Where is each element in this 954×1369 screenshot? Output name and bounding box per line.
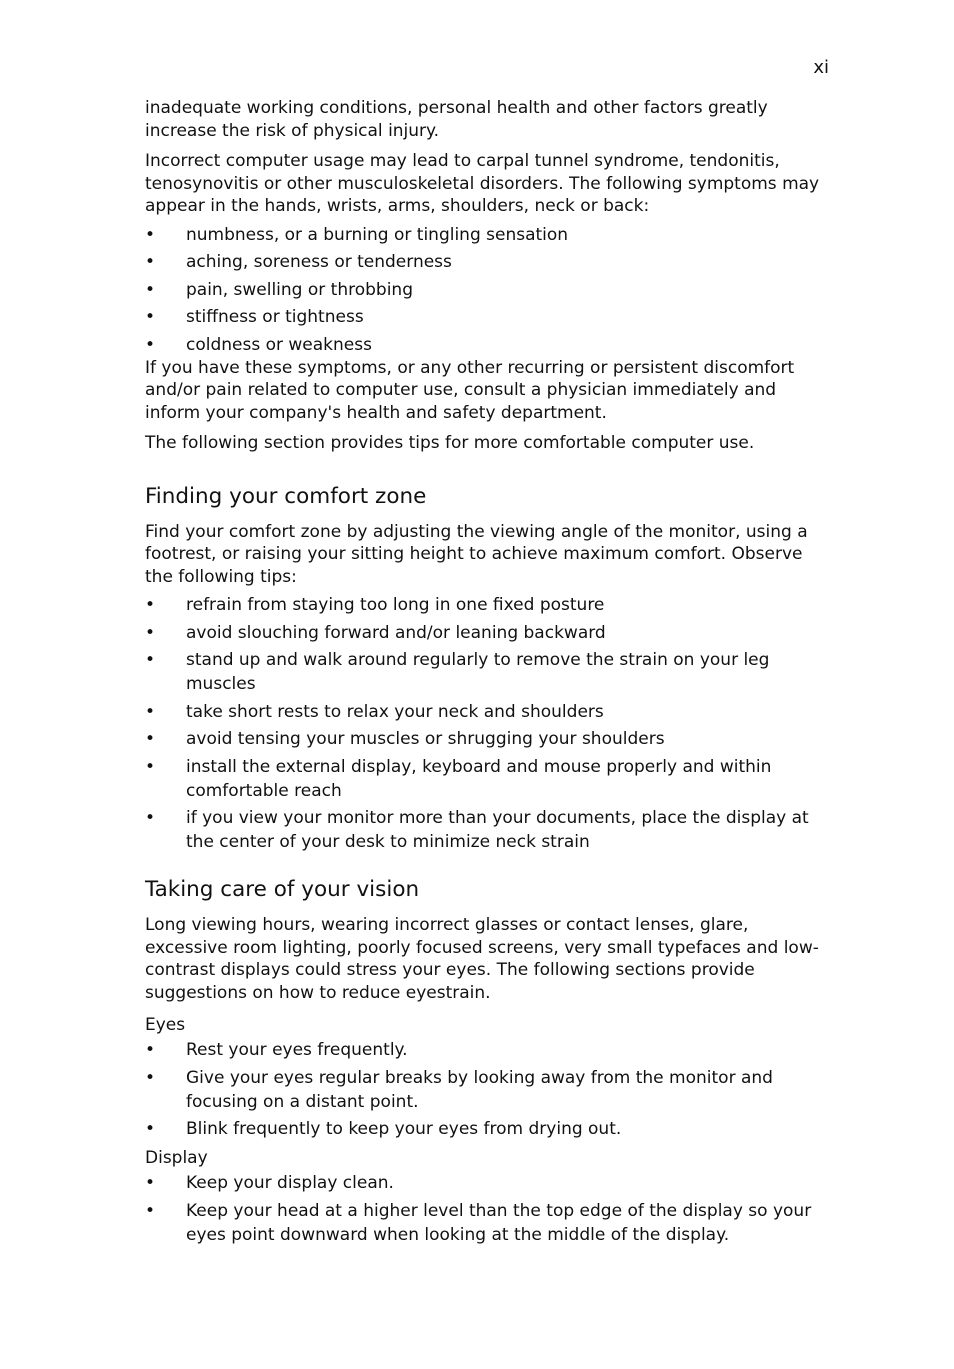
bullet-icon: • (145, 595, 156, 615)
list-item-text: install the external display, keyboard and mouse properly and within comfortable reach (186, 756, 772, 801)
list-item (145, 223, 830, 247)
list-item-text: Keep your head at a higher level than the top edge of the display so your eyes point downward when looking at the middle of the display. (186, 1200, 812, 1245)
comfort-zone-paragraph: Find your comfort zone by adjusting the viewing angle of the monitor, using a footrest, or raising your sitting height to achieve maximum comfort. Observe the following tips: (145, 521, 808, 587)
list-item (145, 278, 830, 302)
display-subheading: Display (145, 1148, 208, 1168)
intro-paragraph-1: inadequate working conditions, personal health and other factors greatly increase the risk of physical injury. (145, 98, 768, 141)
list-item (145, 593, 830, 617)
page-content (145, 97, 830, 1250)
bullet-icon: • (145, 808, 156, 828)
list-item (145, 755, 830, 803)
list-item-text: refrain from staying too long in one fixed posture (186, 595, 605, 615)
bullet-icon: • (145, 701, 156, 722)
bullet-icon: • (145, 252, 156, 272)
bullet-icon: • (145, 1119, 156, 1139)
list-item-text: if you view your monitor more than your documents, place the display at the center of your desk to minimize neck strain (186, 808, 809, 852)
bullet-icon: • (145, 224, 156, 245)
bullet-icon: • (145, 756, 156, 777)
list-item-text: aching, soreness or tenderness (186, 252, 452, 272)
list-item-text: avoid tensing your muscles or shrugging your shoulders (186, 729, 665, 749)
list-item (145, 806, 830, 854)
list-item (145, 1171, 830, 1195)
symptoms-list (145, 223, 830, 357)
display-list (145, 1171, 830, 1247)
bullet-icon: • (145, 650, 156, 670)
list-item (145, 1199, 830, 1247)
bullet-icon: • (145, 1173, 156, 1193)
intro-paragraph-4: The following section provides tips for more comfortable computer use. (145, 433, 755, 453)
list-item-text: take short rests to relax your neck and shoulders (186, 701, 604, 722)
bullet-icon: • (145, 279, 156, 300)
list-item (145, 305, 830, 329)
page-number: xi (813, 57, 829, 78)
comfort-tips-list (145, 593, 830, 854)
list-item-text: pain, swelling or throbbing (186, 279, 413, 300)
bullet-icon: • (145, 622, 156, 643)
list-item (145, 648, 830, 696)
list-item-text: numbness, or a burning or tingling sensation (186, 224, 569, 245)
vision-heading: Taking care of your vision (145, 877, 420, 902)
list-item (145, 1117, 830, 1141)
list-item-text: Blink frequently to keep your eyes from drying out. (186, 1119, 622, 1139)
bullet-icon: • (145, 334, 156, 355)
vision-paragraph: Long viewing hours, wearing incorrect glasses or contact lenses, glare, excessive room lighting, poorly focused screens, very small typefaces and low-contrast displays could stress your eyes. The following sections provide suggestions on how to reduce eyestrain. (145, 915, 819, 1003)
bullet-icon: • (145, 1200, 156, 1221)
bullet-icon: • (145, 729, 156, 749)
list-item (145, 700, 830, 724)
list-item-text: Give your eyes regular breaks by looking away from the monitor and focusing on a distant point. (186, 1067, 773, 1112)
comfort-zone-heading: Finding your comfort zone (145, 483, 427, 509)
list-item (145, 250, 830, 274)
list-item-text: Keep your display clean. (186, 1173, 394, 1193)
intro-paragraph-2: Incorrect computer usage may lead to carpal tunnel syndrome, tendonitis, tenosynovitis or other musculoskeletal disorders. The following symptoms may appear in the hands, wrists, arms, shoulders, neck or back: (145, 151, 820, 216)
list-item-text: avoid slouching forward and/or leaning backward (186, 622, 606, 643)
list-item (145, 621, 830, 645)
bullet-icon: • (145, 1040, 156, 1060)
list-item (145, 1038, 830, 1062)
list-item-text: stand up and walk around regularly to remove the strain on your leg muscles (186, 650, 770, 694)
list-item-text: stiffness or tightness (186, 307, 364, 327)
list-item (145, 1066, 830, 1114)
eyes-subheading: Eyes (145, 1015, 186, 1035)
eyes-list (145, 1038, 830, 1141)
bullet-icon: • (145, 307, 156, 327)
list-item-text: Rest your eyes frequently. (186, 1040, 408, 1060)
bullet-icon: • (145, 1067, 156, 1088)
intro-paragraph-3: If you have these symptoms, or any other recurring or persistent discomfort and/or pain related to computer use, consult a physician immediately and inform your company's health and safety department. (145, 357, 795, 423)
list-item (145, 333, 830, 357)
list-item-text: coldness or weakness (186, 334, 372, 355)
list-item (145, 727, 830, 751)
